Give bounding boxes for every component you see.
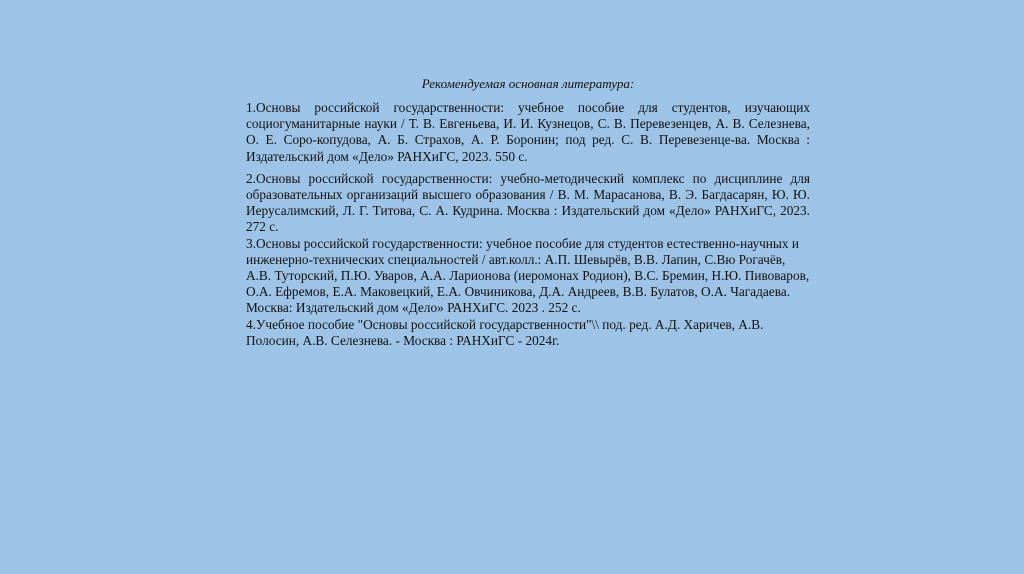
reference-item-3: 3.Основы российской государственности: учебное пособие для студентов естественно-научных и инженерно-технических специальностей / авт.колл.: А.П. Шевырёв, В.В. Лапин, С.Вю Рогачёв, А.В. Туторский, П.Ю. Уваров, А.А. Ларионова (иеромонах Родион), В.С. Бремин, Н.Ю. Пивоваров, О.А. Ефремов, Е.А. Маковецкий, Е.А. Овчиникова, Д.А. Андреев, В.В. Булатов, О.А. Чагадаева. Москва: Издательский дом «Дело» РАНХиГС. 2023 . 252 с. [246, 235, 810, 316]
page-title: Рекомендуемая основная литература: [421, 76, 635, 91]
reference-item-4: 4.Учебное пособие "Основы российской государственности"\\ под. ред. А.Д. Харичев, А.В. Полосин, А.В. Селезнева. - Москва : РАНХиГС - 2024г. [246, 316, 764, 348]
reference-item-2: 2.Основы российской государственности: учебно-методический комплекс по дисциплине для образовательных организаций высшего образования / В. М. Марасанова, В. Э. Багдасарян, Ю. Ю. Иерусалимский, Л. Г. Титова, С. А. Кудрина. Москва : Издательский дом «Дело» РАНХиГС, 2023. 272 с. [246, 170, 810, 235]
reference-item-1: 1.Основы российской государственности: учебное пособие для студентов, изучающих социогуманитарные науки / Т. В. Евгеньева, И. И. Кузнецов, С. В. Перевезенцев, А. В. Селезнева, О. Е. Соро-копудова, А. Б. Страхов, А. Р. Боронин; под ред. С. В. Перевезенце-ва. Москва : Издательский дом «Дело» РАНХиГС, 2023. 550 с. [246, 100, 810, 164]
reading-list [246, 76, 810, 349]
